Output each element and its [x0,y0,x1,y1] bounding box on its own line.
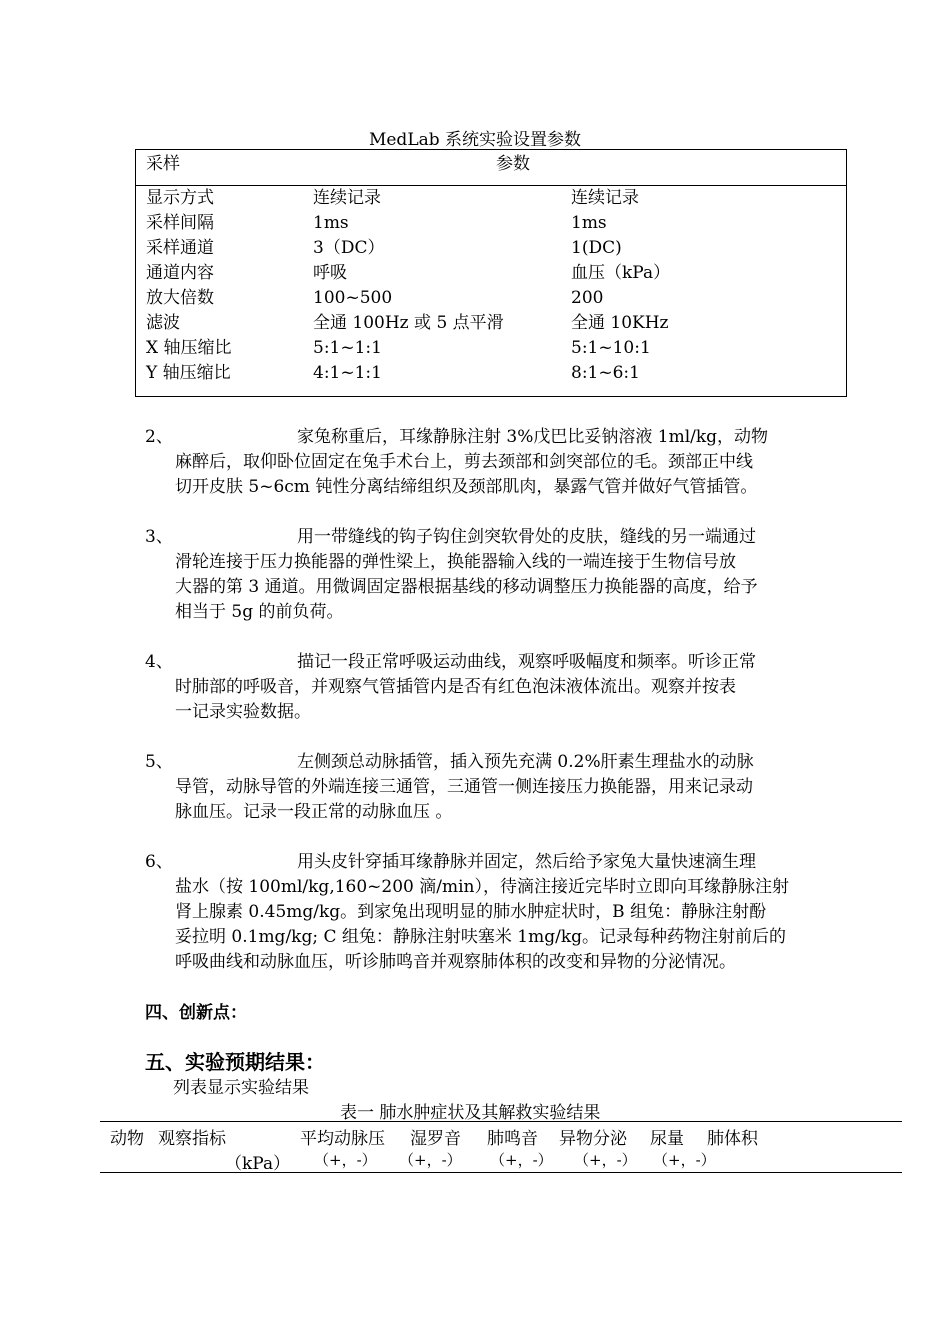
step-paragraph [145,650,810,725]
step-text-line: 麻醉后，取仰卧位固定在兔手术台上，剪去颈部和剑突部位的毛。颈部正中线 [175,452,753,472]
table2-unit-cell: （+，-） [399,1151,462,1169]
table2-unit-cell: （+，-） [574,1151,637,1169]
step-paragraph [145,850,810,975]
step-text-line: 肾上腺素 0.45mg/kg。到家兔出现明显的肺水肿症状时，B 组兔：静脉注射酚 [175,902,767,922]
table1-cell: 采样间隔 [146,213,214,233]
table1-cell: 通道内容 [146,263,214,283]
step-text-line: 描记一段正常呼吸运动曲线，观察呼吸幅度和频率。听诊正常 [297,652,756,672]
table1-cell: 连续记录 [571,188,639,208]
table2-header-cell: 肺体积 [707,1129,758,1149]
step-text-line: 盐水（按 100ml/kg,160~200 滴/min），待滴注接近完毕时立即向耳缘静脉注射 [175,877,789,897]
step-text-line: 一记录实验数据。 [175,702,311,722]
table1-cell: 连续记录 [313,188,381,208]
step-number: 2、 [145,427,173,447]
table2-bottom-rule [100,1172,902,1173]
table1-divider [136,185,846,186]
table1-cell: 显示方式 [146,188,214,208]
table1-cell: 100~500 [313,288,393,308]
table1-cell: 4:1~1:1 [313,363,382,383]
table1-cell: 血压（kPa） [571,263,671,283]
table1-cell: 5:1~1:1 [313,338,382,358]
step-text-line: 相当于 5g 的前负荷。 [175,602,344,622]
step-text-line: 妥拉明 0.1mg/kg; C 组兔：静脉注射呋塞米 1mg/kg。记录每种药物注射前后的 [175,927,787,947]
table1-title: MedLab 系统实验设置参数 [368,130,582,150]
table2-header-cell: 异物分泌 [559,1129,627,1149]
table2-header-cell: 尿量 [650,1129,684,1149]
table1 [135,149,847,397]
table2-top-rule [100,1121,902,1122]
section-heading-expected-results: 五、实验预期结果： [145,1050,325,1074]
table1-cell: 采样通道 [146,238,214,258]
step-text-line: 导管，动脉导管的外端连接三通管，三通管一侧连接压力换能器，用来记录动 [175,777,753,797]
step-text-line: 滑轮连接于压力换能器的弹性梁上，换能器输入线的一端连接于生物信号放 [175,552,736,572]
table2-unit-cell: （+，-） [653,1151,716,1169]
section-heading-innovation: 四、创新点： [145,1003,247,1023]
step-number: 5、 [145,752,173,772]
step-paragraph [145,750,810,825]
table1-cell: 全通 10KHz [571,313,669,333]
step-text-line: 左侧颈总动脉插管，插入预先充满 0.2%肝素生理盐水的动脉 [297,752,754,772]
table1-cell: 8:1~6:1 [571,363,640,383]
table1-header-sampling: 采样 [146,154,180,174]
step-text-line: 脉血压。记录一段正常的动脉血压 。 [175,802,453,822]
table2-header-cell: 动物 [110,1129,144,1149]
table1-cell: 1(DC) [571,238,622,258]
table1-header-params: 参数 [496,154,530,174]
table1-cell: 200 [571,288,604,308]
table1-cell: 5:1~10:1 [571,338,651,358]
step-number: 4、 [145,652,173,672]
step-number: 3、 [145,527,173,547]
table2-header-cell: 观察指标 [158,1129,226,1149]
table2-title: 表一 肺水肿症状及其解救实验结果 [340,1103,601,1123]
step-number: 6、 [145,852,173,872]
table1-cell: X 轴压缩比 [146,338,232,358]
step-text-line: 时肺部的呼吸音，并观察气管插管内是否有红色泡沫液体流出。观察并按表 [175,677,736,697]
table1-cell: Y 轴压缩比 [146,363,231,383]
step-paragraph [145,425,810,500]
step-text-line: 用头皮针穿插耳缘静脉并固定，然后给予家兔大量快速滴生理 [297,852,756,872]
step-paragraph [145,525,810,625]
table1-cell: 放大倍数 [146,288,214,308]
table2-header-cell: 平均动脉压 [300,1129,385,1149]
table2-unit-cell: （+，-） [490,1151,553,1169]
expected-results-subtitle: 列表显示实验结果 [173,1078,309,1098]
step-text-line: 呼吸曲线和动脉血压，听诊肺鸣音并观察肺体积的改变和异物的分泌情况。 [175,952,736,972]
step-text-line: 用一带缝线的钩子钩住剑突软骨处的皮肤，缝线的另一端通过 [297,527,756,547]
step-text-line: 切开皮肤 5~6cm 钝性分离结缔组织及颈部肌肉，暴露气管并做好气管插管。 [175,477,758,497]
step-text-line: 大器的第 3 通道。用微调固定器根据基线的移动调整压力换能器的高度，给予 [175,577,758,597]
step-text-line: 家兔称重后，耳缘静脉注射 3%戊巴比妥钠溶液 1ml/kg，动物 [297,427,769,447]
table1-cell: 呼吸 [313,263,347,283]
table1-cell: 1ms [313,213,349,233]
table1-cell: 3（DC） [313,238,385,258]
table1-cell: 滤波 [146,313,180,333]
table1-cell: 1ms [571,213,607,233]
table2-unit-cell: （kPa） [225,1154,291,1174]
table2-header-cell: 湿罗音 [410,1129,461,1149]
table1-cell: 全通 100Hz 或 5 点平滑 [313,313,504,333]
table2-unit-cell: （+，-） [314,1151,377,1169]
table2-header-cell: 肺鸣音 [487,1129,538,1149]
